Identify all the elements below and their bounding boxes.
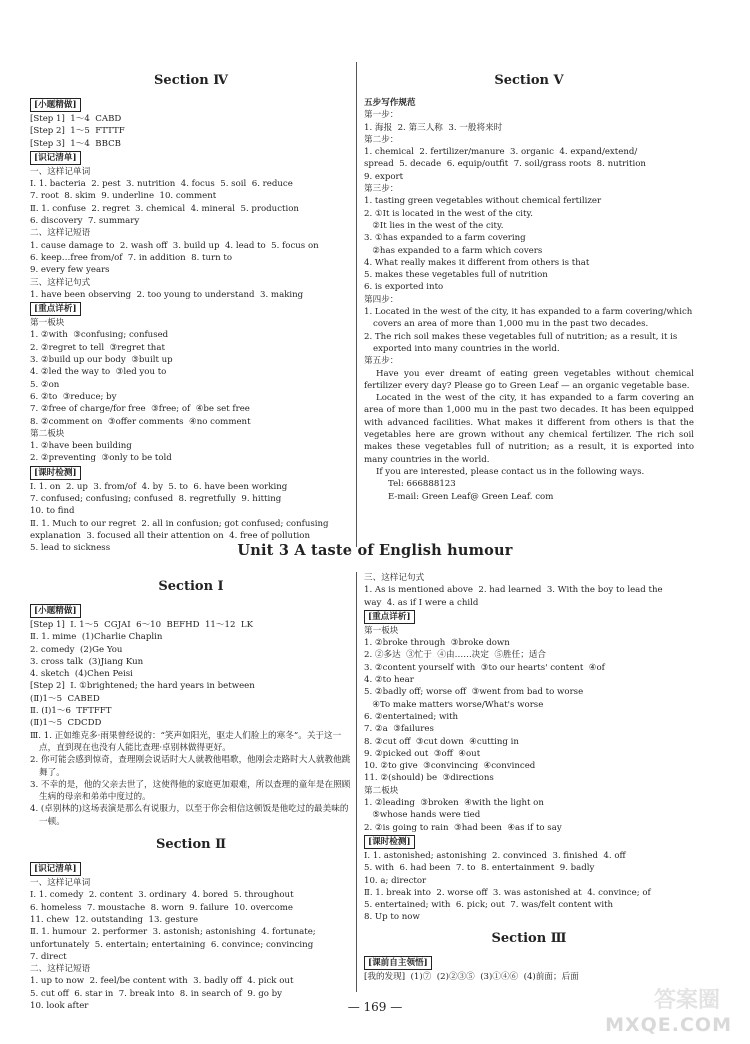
text-line: 6. homeless 7. moustache 8. worn 9. failure 10. overcome [30, 902, 293, 913]
text-line: 7. ②a ③failures [364, 724, 434, 735]
section-2-right-lines-1 [364, 572, 694, 609]
section-2-box-details: [重点详析] [364, 610, 415, 624]
text-line: 10. look after [30, 1001, 89, 1012]
section-4-box-practice: [小题精做] [30, 98, 81, 112]
text-line: 第一板块 [30, 318, 65, 329]
text-line: 3. ②content yourself with ③to our hearts' content ④of [364, 662, 605, 673]
section-3-title: Section Ⅲ [491, 930, 567, 946]
section-5-step4 [364, 306, 694, 355]
section-3-box-preview: [课前自主领悟] [364, 956, 432, 970]
section-1-title: Section Ⅰ [158, 579, 224, 594]
text-line: Ⅰ. 1. astonished; astonishing 2. convinced 3. finished 4. off [364, 850, 626, 861]
text-line: 1. tasting green vegetables without chemical fertilizer [364, 196, 602, 207]
section-2-box-vocab: [识记清单] [30, 862, 81, 876]
text-line: 1. cause damage to 2. wash off 3. build up 4. lead to 5. focus on [30, 240, 319, 251]
text-line: 1. chemical 2. fertilizer/manure 3. organic 4. expand/extend/ [364, 147, 638, 158]
text-line: 一、这样记单词 [30, 878, 91, 889]
text-line: 6. keep…free from/of 7. in addition 8. turn to [30, 252, 233, 263]
text-line: Have you ever dreamt of eating green vegetables without chemical fertilizer every day? Please go to Green Leaf — an organic vegetable base. [364, 368, 697, 391]
text-line: 2. ②多达 ③忙于 ④由……决定 ⑤胜任；适合 [364, 650, 547, 661]
section-4-box-test: [课时检测] [30, 466, 81, 480]
text-line: 三、这样记句式 [30, 277, 91, 288]
text-line: 4. ②led the way to ③led you to [30, 367, 167, 378]
text-line: 8. ②comment on ③offer comments ④no comment [30, 416, 251, 427]
text-line: [Step 2] 1～5 FTTTF [30, 126, 125, 137]
text-line: 2. ①It is located in the west of the city. [364, 208, 533, 219]
text-line: 5. lead to sickness [30, 543, 111, 554]
text-line: 三、这样记句式 [364, 573, 425, 583]
text-line: 5. with 6. had been 7. to 8. entertainment 9. badly [364, 863, 595, 874]
text-line: 二、这样记短语 [30, 228, 91, 239]
text-line: 一、这样记单词 [30, 166, 91, 177]
section-2-lines [30, 877, 352, 1012]
section-4-lines-1 [30, 113, 352, 150]
text-line: ②has expanded to a farm which covers [364, 245, 543, 256]
text-line: 1. ②have been building [30, 441, 132, 452]
text-line: 6. ②entertained; with [364, 711, 459, 722]
section-3-line: [我的发现] (1)⑦ (2)②③⑤ (3)①④⑥ (4)前面；后面 [364, 971, 579, 982]
text-line: 11. ②(should) be ③directions [364, 773, 494, 784]
text-line: 第二板块 [364, 785, 399, 796]
text-line: 3. ②build up our body ③built up [30, 355, 173, 366]
text-line: 1. ②with ③confusing; confused [30, 330, 169, 341]
text-line: 1. up to now 2. feel/be content with 3. badly off 4. pick out [30, 976, 294, 987]
text-line: [Step 3] 1～4 BBCB [30, 138, 121, 149]
text-line: way 4. as if I were a child [364, 597, 479, 608]
text-line: 6. ②to ③reduce; by [30, 391, 117, 402]
text-line: 5. ②badly off; worse off ③went from bad to worse [364, 687, 584, 698]
text-line: 1. As is mentioned above 2. had learned 3. With the boy to lead the [364, 585, 663, 596]
section-1-cn-items [30, 730, 352, 828]
section-5-step5-label: 第五步： [364, 356, 399, 367]
text-line: Ⅱ. 1. Much to our regret 2. all in confusion; got confused; confusing [30, 518, 329, 529]
text-line: 1. ②broke through ③broke down [364, 638, 510, 649]
column-divider-bottom [356, 572, 357, 992]
text-line: 第一步： [364, 110, 399, 121]
text-line: 1. have been observing 2. too young to understand 3. making [30, 289, 304, 300]
text-line: E-mail: Green Leaf@ Green Leaf. com [388, 491, 554, 502]
unit-title: Unit 3 A taste of English humour [237, 542, 513, 559]
text-line: 3. 不幸的是，他的父亲去世了，这使得他的家庭更加艰难，所以查理的童年是在照顾生病的母亲和弟弟中度过的。 [30, 779, 351, 803]
section-2-box-test: [课时检测] [364, 835, 415, 849]
watermark-logo: 答案圈 [653, 988, 720, 1013]
text-line: 3. cross talk (3)Jiang Kun [30, 656, 144, 667]
section-1-box-practice: [小题精做] [30, 604, 81, 618]
text-line: 第三步： [364, 184, 399, 195]
text-line: 5. ②on [30, 379, 60, 390]
section-2-right-lines-2 [364, 625, 694, 834]
section-4-column [30, 68, 352, 555]
text-line: Located in the west of the city, it has expanded to a farm covering an area of more than 1,000 mu in the past two decades. It has been equipped with advanced facilities. What makes it different from others is that the vegetables here are grown without any chemical fertilizer. The rich soil makes these vegetables full of nutrition; as a result, it is exported into many countries in the world. [364, 393, 697, 465]
text-line: Ⅰ. 1. bacteria 2. pest 3. nutrition 4. focus 5. soil 6. reduce [30, 179, 293, 190]
text-line: 4. (卓别林的)这场表演是那么有说服力，以至于你会相信这顿饭是他吃过的最美味的一顿。 [30, 804, 349, 827]
text-line: If you are interested, please contact us in the following ways. [376, 466, 645, 477]
text-line: Tel: 666888123 [388, 479, 456, 490]
text-line: 7. root 8. skim 9. underline 10. comment [30, 191, 217, 202]
text-line: Ⅲ. 1. 正如维克多·雨果曾经说的：“笑声如阳光，驱走人们脸上的寒冬”。关于这一点，直到现在也没有人能比查理·卓别林做得更好。 [30, 730, 342, 753]
text-line: 8. Up to now [364, 912, 420, 923]
text-line: 6. is exported into [364, 282, 444, 293]
text-line: 10. to find [30, 506, 75, 517]
text-line: 10. ②to give ③convincing ④convinced [364, 761, 536, 772]
text-line: 2. ②is going to rain ③had been ④as if to say [364, 822, 562, 833]
column-divider-top [356, 62, 357, 547]
text-line: 5. cut off 6. star in 7. break into 8. in search of 9. go by [30, 988, 283, 999]
text-line: (Ⅱ)1～5 CDCDD [30, 718, 102, 729]
text-line: 9. every few years [30, 265, 110, 276]
text-line: 4. ②to hear [364, 675, 414, 686]
text-line: 9. export [364, 171, 404, 182]
text-line: 第二板块 [30, 428, 65, 439]
text-line: 2. ②preventing ③only to be told [30, 453, 172, 464]
text-line: 8. ②cut off ③cut down ④cutting in [364, 736, 519, 747]
section-5-heading: 五步写作规范 [364, 98, 416, 108]
text-line: 第二步： [364, 134, 399, 145]
text-line: explanation 3. focused all their attention on 4. free of pollution [30, 530, 311, 541]
text-line: 9. ②picked out ③off ④out [364, 748, 481, 759]
text-line: 4. sketch (4)Chen Peisi [30, 669, 133, 680]
section-2-right-column [364, 572, 694, 983]
text-line: 第一板块 [364, 625, 399, 636]
text-line: 二、这样记短语 [30, 964, 91, 975]
watermark-url: MXQE.COM [605, 1014, 732, 1036]
text-line: 1. ②leading ③broken ④with the light on [364, 798, 544, 809]
text-line: [Step 2] Ⅰ. ①brightened; the hard years in between [30, 681, 255, 692]
text-line: Ⅱ. 1. break into 2. worse off 3. was astonished at 4. convince; of [364, 887, 651, 898]
text-line: Ⅰ. 1. comedy 2. content 3. ordinary 4. bored 5. throughout [30, 890, 294, 901]
text-line: 2. 你可能会感到惊奇，查理刚会说话时大人就教他唱歌，他刚会走路时大人就教他跳舞了。 [30, 755, 351, 778]
text-line: (Ⅱ)1～5 CABED [30, 693, 100, 704]
text-line: spread 5. decade 6. equip/outfit 7. soil/grass roots 8. nutrition [364, 159, 646, 170]
text-line: Ⅱ. (Ⅰ)1～6 TFTFFT [30, 706, 112, 717]
text-line: 10. a; director [364, 875, 427, 886]
text-line: 7. direct [30, 951, 67, 962]
text-line: Ⅱ. 1. humour 2. performer 3. astonish; astonishing 4. fortunate; [30, 927, 316, 938]
text-line: unfortunately 5. entertain; entertaining 6. convince; convincing [30, 939, 314, 950]
text-line: [Step 1] Ⅰ. 1～5 CGJAI 6～10 BEFHD 11～12 LK [30, 620, 254, 630]
section-5-column [364, 68, 697, 503]
text-line: 7. confused; confusing; confused 8. regretfully 9. hitting [30, 494, 282, 505]
text-line: 7. ②free of charge/for free ③free; of ④be set free [30, 404, 250, 415]
section-5-title: Section Ⅴ [494, 73, 564, 88]
text-line: 11. chew 12. outstanding 13. gesture [30, 914, 199, 925]
text-line: 1. Located in the west of the city, it has expanded to a farm covering/which covers an area of more than 1,000 mu in the past two decades. [364, 307, 696, 330]
section-1-lines [30, 619, 352, 730]
page-number: — 169 — [347, 1000, 403, 1014]
section-4-lines-2 [30, 166, 352, 301]
text-line: 2. comedy (2)Ge You [30, 644, 123, 655]
section-4-title: Section Ⅳ [154, 73, 228, 88]
text-line: ④To make matters worse/What's worse [364, 699, 544, 710]
text-line: 6. discovery 7. summary [30, 216, 140, 227]
section-5-lines [364, 109, 694, 306]
text-line: 5. entertained; with 6. pick; out 7. was/felt content with [364, 900, 614, 911]
section-2-right-lines-3 [364, 850, 694, 924]
text-line: ⑤whose hands were tied [364, 810, 481, 821]
text-line: [Step 1] 1～4 CABD [30, 114, 122, 124]
text-line: 4. What really makes it different from others is that [364, 257, 590, 268]
text-line: ②It lies in the west of the city. [364, 220, 504, 231]
text-line: Ⅰ. 1. on 2. up 3. from/of 4. by 5. to 6. have been working [30, 481, 288, 492]
section-2-title: Section Ⅱ [155, 837, 227, 853]
section-4-lines-3 [30, 317, 352, 465]
section-5-step5-paras [364, 368, 697, 479]
section-4-box-details: [重点详析] [30, 302, 81, 316]
text-line: 第四步： [364, 294, 399, 305]
text-line: 5. makes these vegetables full of nutrition [364, 270, 548, 281]
section-4-box-vocab: [识记清单] [30, 151, 81, 165]
text-line: 1. 海报 2. 第三人称 3. 一般将来时 [364, 122, 503, 133]
section-1-2-column [30, 574, 352, 1012]
text-line: 2. The rich soil makes these vegetables full of nutrition; as a result, it is exported into many countries in the world. [364, 331, 681, 354]
section-5-contact [364, 478, 694, 503]
text-line: Ⅱ. 1. confuse 2. regret 3. chemical 4. mineral 5. production [30, 203, 299, 214]
text-line: 3. ①has expanded to a farm covering [364, 233, 526, 244]
text-line: Ⅱ. 1. mime (1)Charlie Chaplin [30, 632, 163, 643]
text-line: 2. ②regret to tell ③regret that [30, 342, 165, 353]
